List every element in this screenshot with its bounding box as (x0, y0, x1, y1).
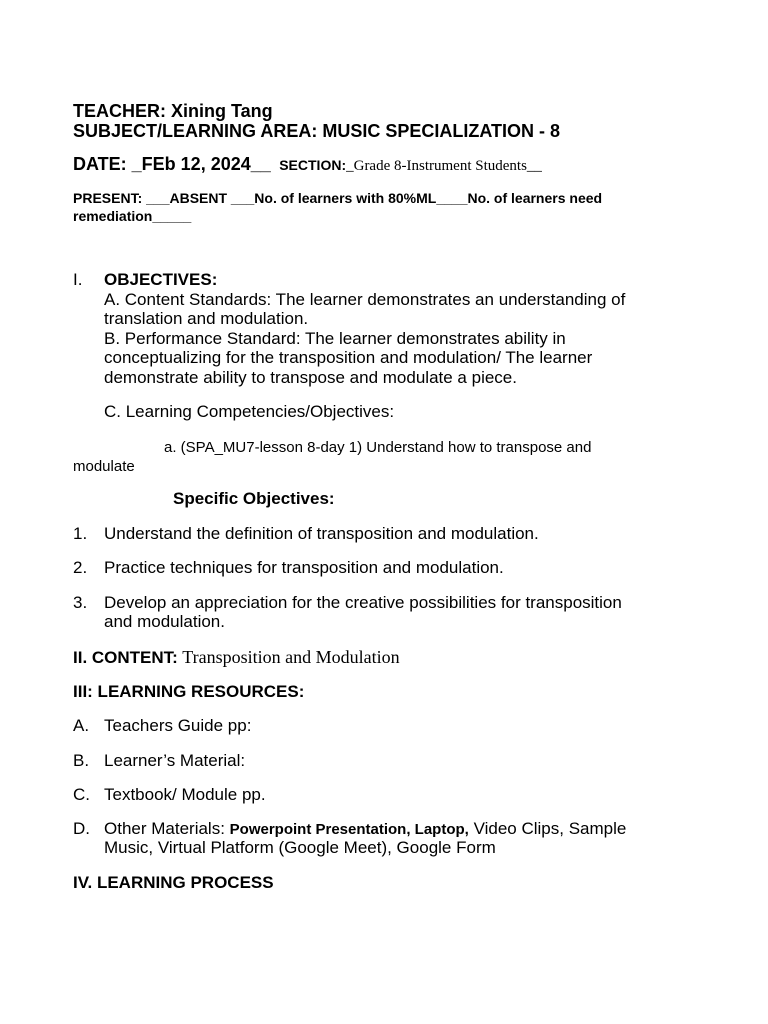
performance-standard-line3: demonstrate ability to transpose and modulate a piece. (104, 368, 517, 387)
resource-letter: A. (73, 716, 90, 735)
other-materials-label: Other Materials: (104, 819, 230, 838)
date-label: DATE: _FEb 12, 2024__ (73, 154, 271, 174)
competency-a-line2: modulate (73, 458, 135, 475)
specific-item-number: 3. (73, 593, 88, 612)
content-standard-line2: translation and modulation. (104, 309, 309, 328)
specific-objectives-heading: Specific Objectives: (173, 489, 335, 508)
content-standard-line1: A. Content Standards: The learner demonstrates an understanding of (104, 290, 626, 309)
section-value: _Grade 8-Instrument Students__ (346, 158, 542, 174)
specific-item-text: Practice techniques for transposition and modulation. (104, 558, 504, 577)
present-label: PRESENT (73, 190, 138, 206)
other-materials-line1 (104, 819, 626, 839)
content-label: II. CONTENT: (73, 648, 178, 667)
specific-item-number: 2. (73, 558, 88, 577)
objectives-heading: OBJECTIVES: (104, 270, 218, 289)
subject-line: SUBJECT/LEARNING AREA: MUSIC SPECIALIZATION - 8 (73, 121, 561, 141)
content-line (73, 647, 400, 668)
section-label: SECTION: (279, 157, 347, 173)
specific-item-text-cont: and modulation. (104, 612, 225, 631)
competencies-heading: C. Learning Competencies/Objectives: (104, 402, 395, 421)
resources-heading: III: LEARNING RESOURCES: (73, 682, 305, 701)
learning-process-heading: IV. LEARNING PROCESS (73, 873, 274, 892)
resource-letter: B. (73, 751, 90, 770)
other-materials-bold: Powerpoint Presentation, Laptop, (229, 821, 469, 838)
specific-item-number: 1. (73, 524, 88, 543)
resource-item: Learner’s Material: (104, 751, 246, 770)
remediation-line: remediation_____ (73, 208, 192, 224)
performance-standard-line1: B. Performance Standard: The learner demonstrates ability in (104, 329, 566, 348)
other-materials-line2: Music, Virtual Platform (Google Meet), Google Form (104, 838, 496, 857)
resource-item: Textbook/ Module pp. (104, 785, 266, 804)
resource-letter: D. (73, 819, 90, 838)
other-materials-rest: Video Clips, Sample (468, 819, 627, 838)
date-section-line (73, 154, 542, 175)
specific-item-text: Develop an appreciation for the creative possibilities for transposition (104, 593, 622, 612)
teacher-line: TEACHER: Xining Tang (73, 101, 273, 121)
content-value: Transposition and Modulation (182, 647, 400, 667)
attendance-rest: : ___ABSENT ___No. of learners with 80%ML____No. of learners need (137, 190, 603, 206)
specific-item-text: Understand the definition of transposition and modulation. (104, 524, 539, 543)
resource-item: Teachers Guide pp: (104, 716, 252, 735)
competency-a-line1: a. (SPA_MU7-lesson 8-day 1) Understand how to transpose and (164, 439, 592, 456)
performance-standard-line2: conceptualizing for the transposition and modulation/ The learner (104, 348, 593, 367)
attendance-line (73, 190, 602, 206)
resource-letter: C. (73, 785, 90, 804)
objectives-numeral: I. (73, 270, 83, 289)
